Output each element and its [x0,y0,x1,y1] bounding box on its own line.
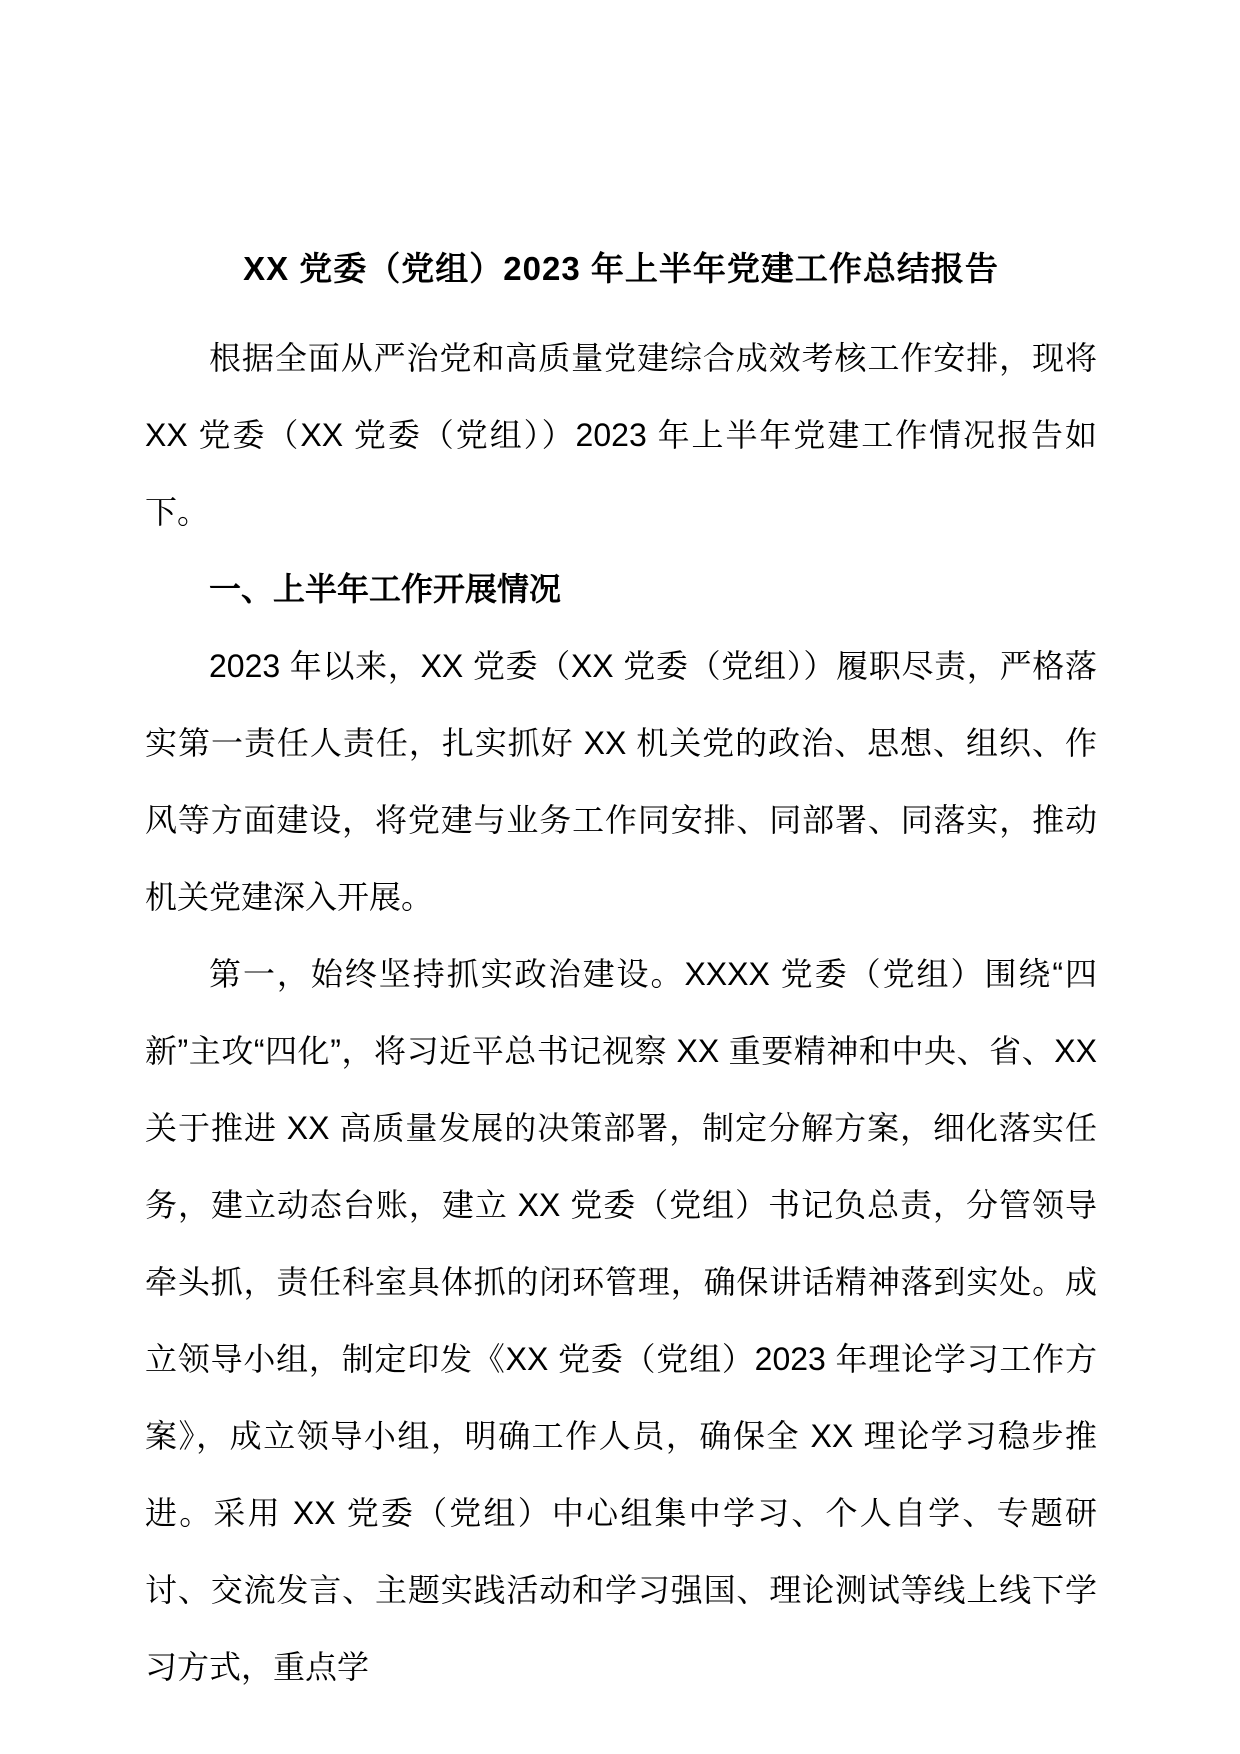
paragraph: 根据全面从严治党和高质量党建综合成效考核工作安排，现将 XX 党委（XX 党委（党组））2023 年上半年党建工作情况报告如下。 [145,340,1097,530]
paragraph: 第一，始终坚持抓实政治建设。XXXX 党委（党组）围绕“四新”主攻“四化”，将习近平总书记视察 XX 重要精神和中央、省、XX 关于推进 XX 高质量发展的决策部署，制定分解方案，细化落实任务，建立动态台账，建立 XX 党委（党组）书记负总责，分管领导牵头抓，责任科室具体抓的闭环管理，确保讲话精神落到实处。成立领导小组，制定印发《XX 党委（党组）2023 年理论学习工作方案》，成立领导小组，明确工作人员，确保全 XX 理论学习稳步推进。采用 XX 党委（党组）中心组集中学习、个人自学、专题研讨、交流发言、主题实践活动和学习强国、理论测试等线上线下学习方式，重点学 [145,956,1097,1685]
paragraph: 2023 年以来，XX 党委（XX 党委（党组））履职尽责，严格落实第一责任人责任，扎实抓好 XX 机关党的政治、思想、组织、作风等方面建设，将党建与业务工作同安排、同部署、同落实，推动机关党建深入开展。 [145,648,1097,915]
document-title: XX 党委（党组）2023 年上半年党建工作总结报告 [243,250,999,287]
document-body [145,320,1097,1706]
section-heading: 一、上半年工作开展情况 [209,571,562,607]
